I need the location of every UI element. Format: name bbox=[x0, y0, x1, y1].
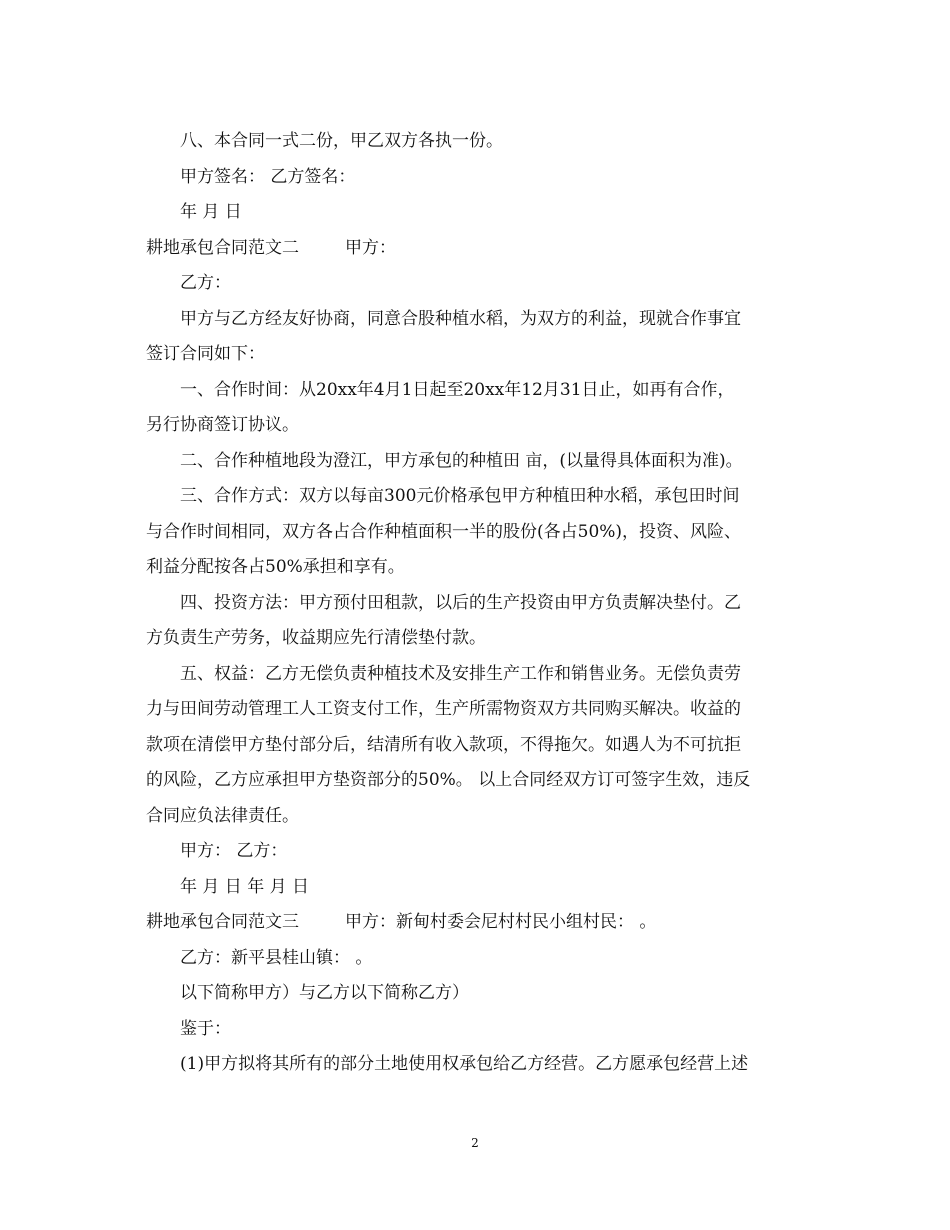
clause-five-line-5: 合同应负法律责任。 bbox=[146, 805, 299, 826]
clause-one-line-1: 一、合作时间：从20xx年4月1日起至20xx年12月31日止，如再有合作， bbox=[180, 379, 735, 400]
signature-line: 甲方签名： 乙方签名： bbox=[180, 166, 356, 187]
contract-two-title: 耕地承包合同范文二 bbox=[146, 237, 299, 258]
contract-three-title: 耕地承包合同范文三 bbox=[146, 912, 299, 932]
clause-two: 二、合作种植地段为澄江，甲方承包的种植田 亩，(以量得具体面积为准)。 bbox=[180, 450, 743, 471]
clause-five-line-2: 力与田间劳动管理工人工资支付工作，生产所需物资双方共同购买解决。收益的 bbox=[146, 699, 741, 719]
clause-five-line-4: 的风险，乙方应承担甲方垫资部分的50%。 以上合同经双方订可签字生效，违反 bbox=[146, 770, 751, 790]
clause-four-line-2: 方负责生产劳务，收益期应先行清偿垫付款。 bbox=[146, 628, 486, 648]
abbreviation-line: 以下简称甲方）与乙方以下简称乙方） bbox=[180, 983, 469, 1003]
party-b-line: 乙方： bbox=[180, 273, 231, 293]
clause-four-line-1: 四、投资方法：甲方预付田租款，以后的生产投资由甲方负责解决垫付。乙 bbox=[180, 592, 741, 613]
clause-three-line-3: 利益分配按各占50%承担和享有。 bbox=[146, 557, 405, 577]
preamble-line-2: 签订合同如下： bbox=[146, 344, 265, 364]
contract-two-heading bbox=[146, 231, 810, 267]
date-line: 年 月 日 bbox=[180, 202, 242, 222]
contract-three-party-b: 乙方：新平县桂山镇： 。 bbox=[180, 947, 373, 968]
clause-five-line-1: 五、权益：乙方无偿负责种植技术及安排生产工作和销售业务。无偿负责劳 bbox=[180, 663, 741, 684]
whereas-item-one: (1)甲方拟将其所有的部分土地使用权承包给乙方经营。乙方愿承包经营上述 bbox=[180, 1054, 749, 1074]
clause-three-line-2: 与合作时间相同，双方各占合作种植面积一半的股份(各占50%)，投资、风险、 bbox=[146, 521, 742, 542]
double-date-line: 年 月 日 年 月 日 bbox=[180, 876, 310, 897]
party-signature-line: 甲方： 乙方： bbox=[180, 841, 288, 861]
clause-eight: 八、本合同一式二份，甲乙双方各执一份。 bbox=[180, 131, 503, 151]
document-body bbox=[146, 124, 810, 1083]
contract-three-heading bbox=[146, 905, 810, 941]
clause-one-line-2: 另行协商签订协议。 bbox=[146, 415, 299, 435]
contract-two-party-a: 甲方： bbox=[345, 237, 396, 258]
page-number: 2 bbox=[471, 1136, 479, 1150]
whereas-heading: 鉴于： bbox=[180, 1018, 231, 1039]
clause-five-line-3: 款项在清偿甲方垫付部分后，结清所有收入款项，不得拖欠。如遇人为不可抗拒 bbox=[146, 734, 741, 755]
preamble-line-1: 甲方与乙方经友好协商，同意合股种植水稻，为双方的利益，现就合作事宜 bbox=[180, 308, 741, 329]
contract-three-party-a: 甲方：新甸村委会尼村村民小组村民： 。 bbox=[345, 912, 657, 932]
clause-three-line-1: 三、合作方式：双方以每亩300元价格承包甲方种植田种水稻，承包田时间 bbox=[180, 486, 740, 506]
